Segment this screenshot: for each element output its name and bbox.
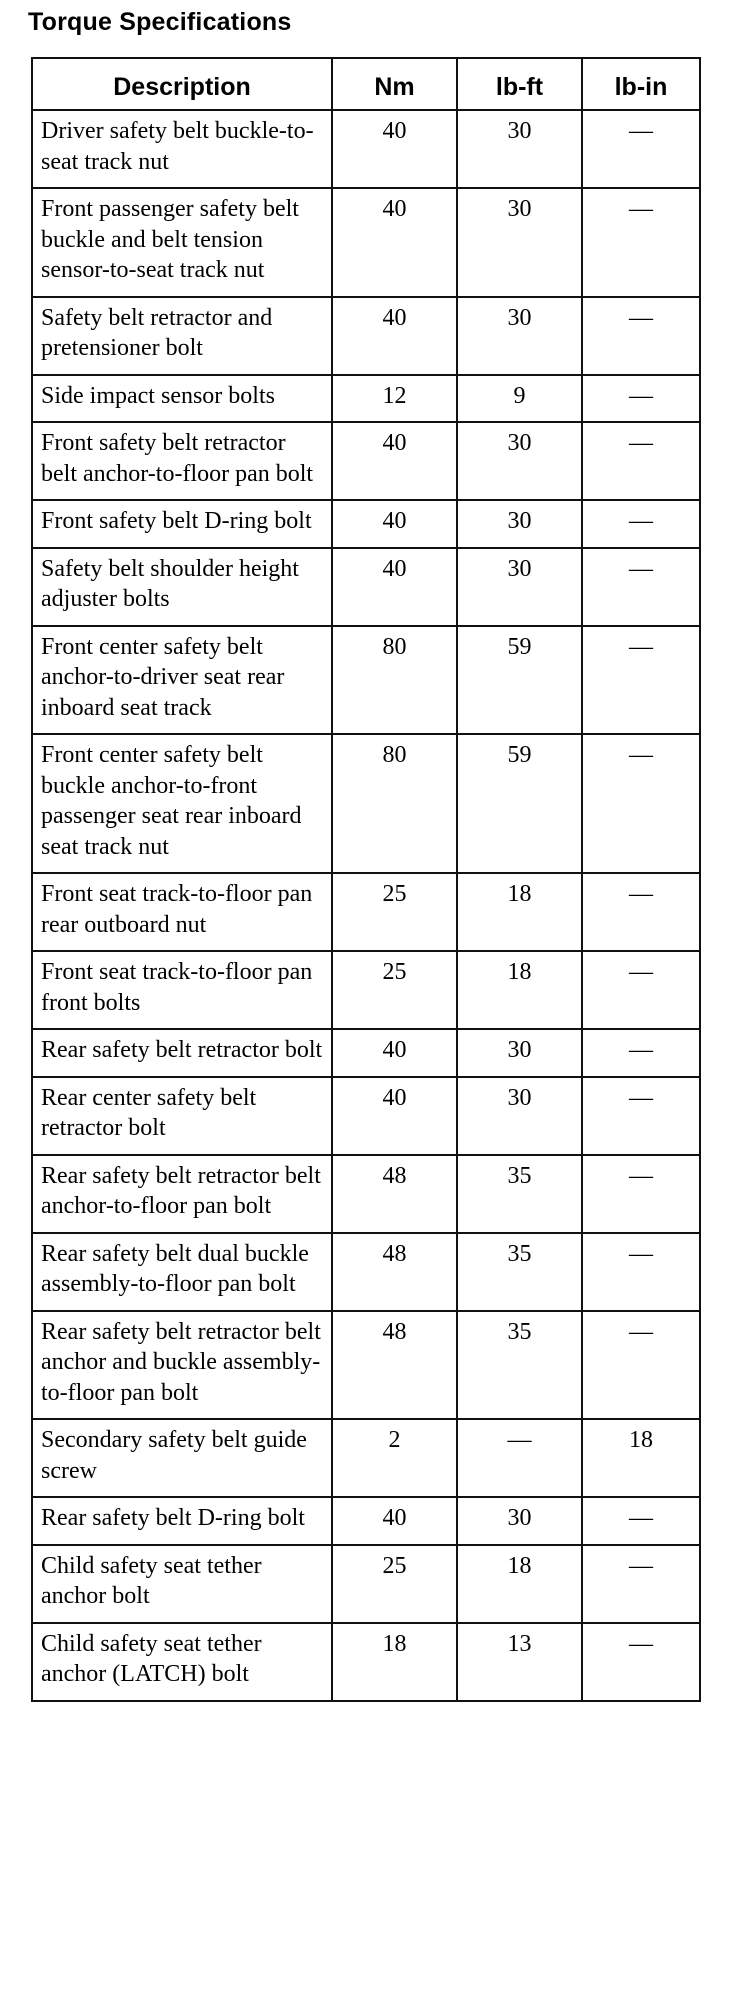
lbin-cell: — xyxy=(582,1029,700,1077)
description-cell: Rear safety belt D-ring bolt xyxy=(32,1497,332,1545)
nm-cell: 25 xyxy=(332,951,457,1029)
lbft-cell: 18 xyxy=(457,873,582,951)
description-cell: Front seat track-to-floor pan front bolts xyxy=(32,951,332,1029)
column-header-nm: Nm xyxy=(332,58,457,110)
lbin-cell: 18 xyxy=(582,1419,700,1497)
lbft-cell: 30 xyxy=(457,1077,582,1155)
torque-spec-table xyxy=(31,57,701,1702)
description-cell: Front safety belt retractor belt anchor-to-floor pan bolt xyxy=(32,422,332,500)
description-cell: Rear safety belt retractor bolt xyxy=(32,1029,332,1077)
lbft-cell: 9 xyxy=(457,375,582,423)
nm-cell: 40 xyxy=(332,1029,457,1077)
table-row xyxy=(32,110,700,188)
table-row xyxy=(32,873,700,951)
lbin-cell: — xyxy=(582,1545,700,1623)
column-header-lbin: lb-in xyxy=(582,58,700,110)
column-header-description: Description xyxy=(32,58,332,110)
nm-cell: 40 xyxy=(332,297,457,375)
table-row xyxy=(32,548,700,626)
table-row xyxy=(32,297,700,375)
table-row xyxy=(32,1623,700,1701)
nm-cell: 40 xyxy=(332,422,457,500)
nm-cell: 40 xyxy=(332,1077,457,1155)
lbft-cell: 18 xyxy=(457,1545,582,1623)
lbin-cell: — xyxy=(582,297,700,375)
table-row xyxy=(32,1077,700,1155)
lbin-cell: — xyxy=(582,110,700,188)
nm-cell: 12 xyxy=(332,375,457,423)
description-cell: Front passenger safety belt buckle and belt tension sensor-to-seat track nut xyxy=(32,188,332,297)
description-cell: Child safety seat tether anchor bolt xyxy=(32,1545,332,1623)
lbin-cell: — xyxy=(582,1497,700,1545)
lbin-cell: — xyxy=(582,548,700,626)
nm-cell: 80 xyxy=(332,626,457,735)
lbft-cell: 35 xyxy=(457,1311,582,1420)
description-cell: Rear safety belt dual buckle assembly-to-floor pan bolt xyxy=(32,1233,332,1311)
lbft-cell: 30 xyxy=(457,1029,582,1077)
nm-cell: 48 xyxy=(332,1155,457,1233)
lbft-cell: 30 xyxy=(457,548,582,626)
lbft-cell: 35 xyxy=(457,1233,582,1311)
table-row xyxy=(32,626,700,735)
lbin-cell: — xyxy=(582,375,700,423)
nm-cell: 40 xyxy=(332,110,457,188)
lbin-cell: — xyxy=(582,626,700,735)
nm-cell: 40 xyxy=(332,188,457,297)
lbin-cell: — xyxy=(582,1233,700,1311)
table-row xyxy=(32,1155,700,1233)
lbft-cell: 13 xyxy=(457,1623,582,1701)
lbft-cell: 30 xyxy=(457,1497,582,1545)
lbft-cell: 18 xyxy=(457,951,582,1029)
lbft-cell: 30 xyxy=(457,297,582,375)
lbin-cell: — xyxy=(582,500,700,548)
lbft-cell: 35 xyxy=(457,1155,582,1233)
lbft-cell: 30 xyxy=(457,500,582,548)
lbin-cell: — xyxy=(582,1077,700,1155)
lbin-cell: — xyxy=(582,1155,700,1233)
lbft-cell: 59 xyxy=(457,734,582,873)
lbft-cell: 30 xyxy=(457,188,582,297)
table-row xyxy=(32,422,700,500)
description-cell: Front safety belt D-ring bolt xyxy=(32,500,332,548)
lbin-cell: — xyxy=(582,1623,700,1701)
page-title: Torque Specifications xyxy=(28,8,292,36)
description-cell: Front seat track-to-floor pan rear outboard nut xyxy=(32,873,332,951)
lbin-cell: — xyxy=(582,1311,700,1420)
description-cell: Rear safety belt retractor belt anchor-to-floor pan bolt xyxy=(32,1155,332,1233)
table-row xyxy=(32,734,700,873)
table-header-row xyxy=(32,58,700,110)
description-cell: Side impact sensor bolts xyxy=(32,375,332,423)
lbin-cell: — xyxy=(582,873,700,951)
lbft-cell: 59 xyxy=(457,626,582,735)
lbin-cell: — xyxy=(582,422,700,500)
nm-cell: 48 xyxy=(332,1233,457,1311)
description-cell: Safety belt retractor and pretensioner bolt xyxy=(32,297,332,375)
description-cell: Child safety seat tether anchor (LATCH) bolt xyxy=(32,1623,332,1701)
table-row xyxy=(32,1029,700,1077)
lbft-cell: 30 xyxy=(457,110,582,188)
nm-cell: 48 xyxy=(332,1311,457,1420)
nm-cell: 40 xyxy=(332,1497,457,1545)
table-row xyxy=(32,375,700,423)
nm-cell: 2 xyxy=(332,1419,457,1497)
nm-cell: 18 xyxy=(332,1623,457,1701)
lbin-cell: — xyxy=(582,951,700,1029)
nm-cell: 25 xyxy=(332,873,457,951)
table-row xyxy=(32,500,700,548)
lbin-cell: — xyxy=(582,188,700,297)
description-cell: Front center safety belt buckle anchor-to-front passenger seat rear inboard seat track nut xyxy=(32,734,332,873)
table-row xyxy=(32,1311,700,1420)
description-cell: Rear center safety belt retractor bolt xyxy=(32,1077,332,1155)
description-cell: Secondary safety belt guide screw xyxy=(32,1419,332,1497)
nm-cell: 25 xyxy=(332,1545,457,1623)
lbin-cell: — xyxy=(582,734,700,873)
table-row xyxy=(32,188,700,297)
description-cell: Front center safety belt anchor-to-driver seat rear inboard seat track xyxy=(32,626,332,735)
description-cell: Driver safety belt buckle-to-seat track nut xyxy=(32,110,332,188)
table-row xyxy=(32,951,700,1029)
table-row xyxy=(32,1545,700,1623)
table-row xyxy=(32,1233,700,1311)
nm-cell: 40 xyxy=(332,500,457,548)
description-cell: Rear safety belt retractor belt anchor and buckle assembly-to-floor pan bolt xyxy=(32,1311,332,1420)
column-header-lbft: lb-ft xyxy=(457,58,582,110)
table-row xyxy=(32,1497,700,1545)
nm-cell: 40 xyxy=(332,548,457,626)
description-cell: Safety belt shoulder height adjuster bolts xyxy=(32,548,332,626)
nm-cell: 80 xyxy=(332,734,457,873)
lbft-cell: — xyxy=(457,1419,582,1497)
table-row xyxy=(32,1419,700,1497)
lbft-cell: 30 xyxy=(457,422,582,500)
